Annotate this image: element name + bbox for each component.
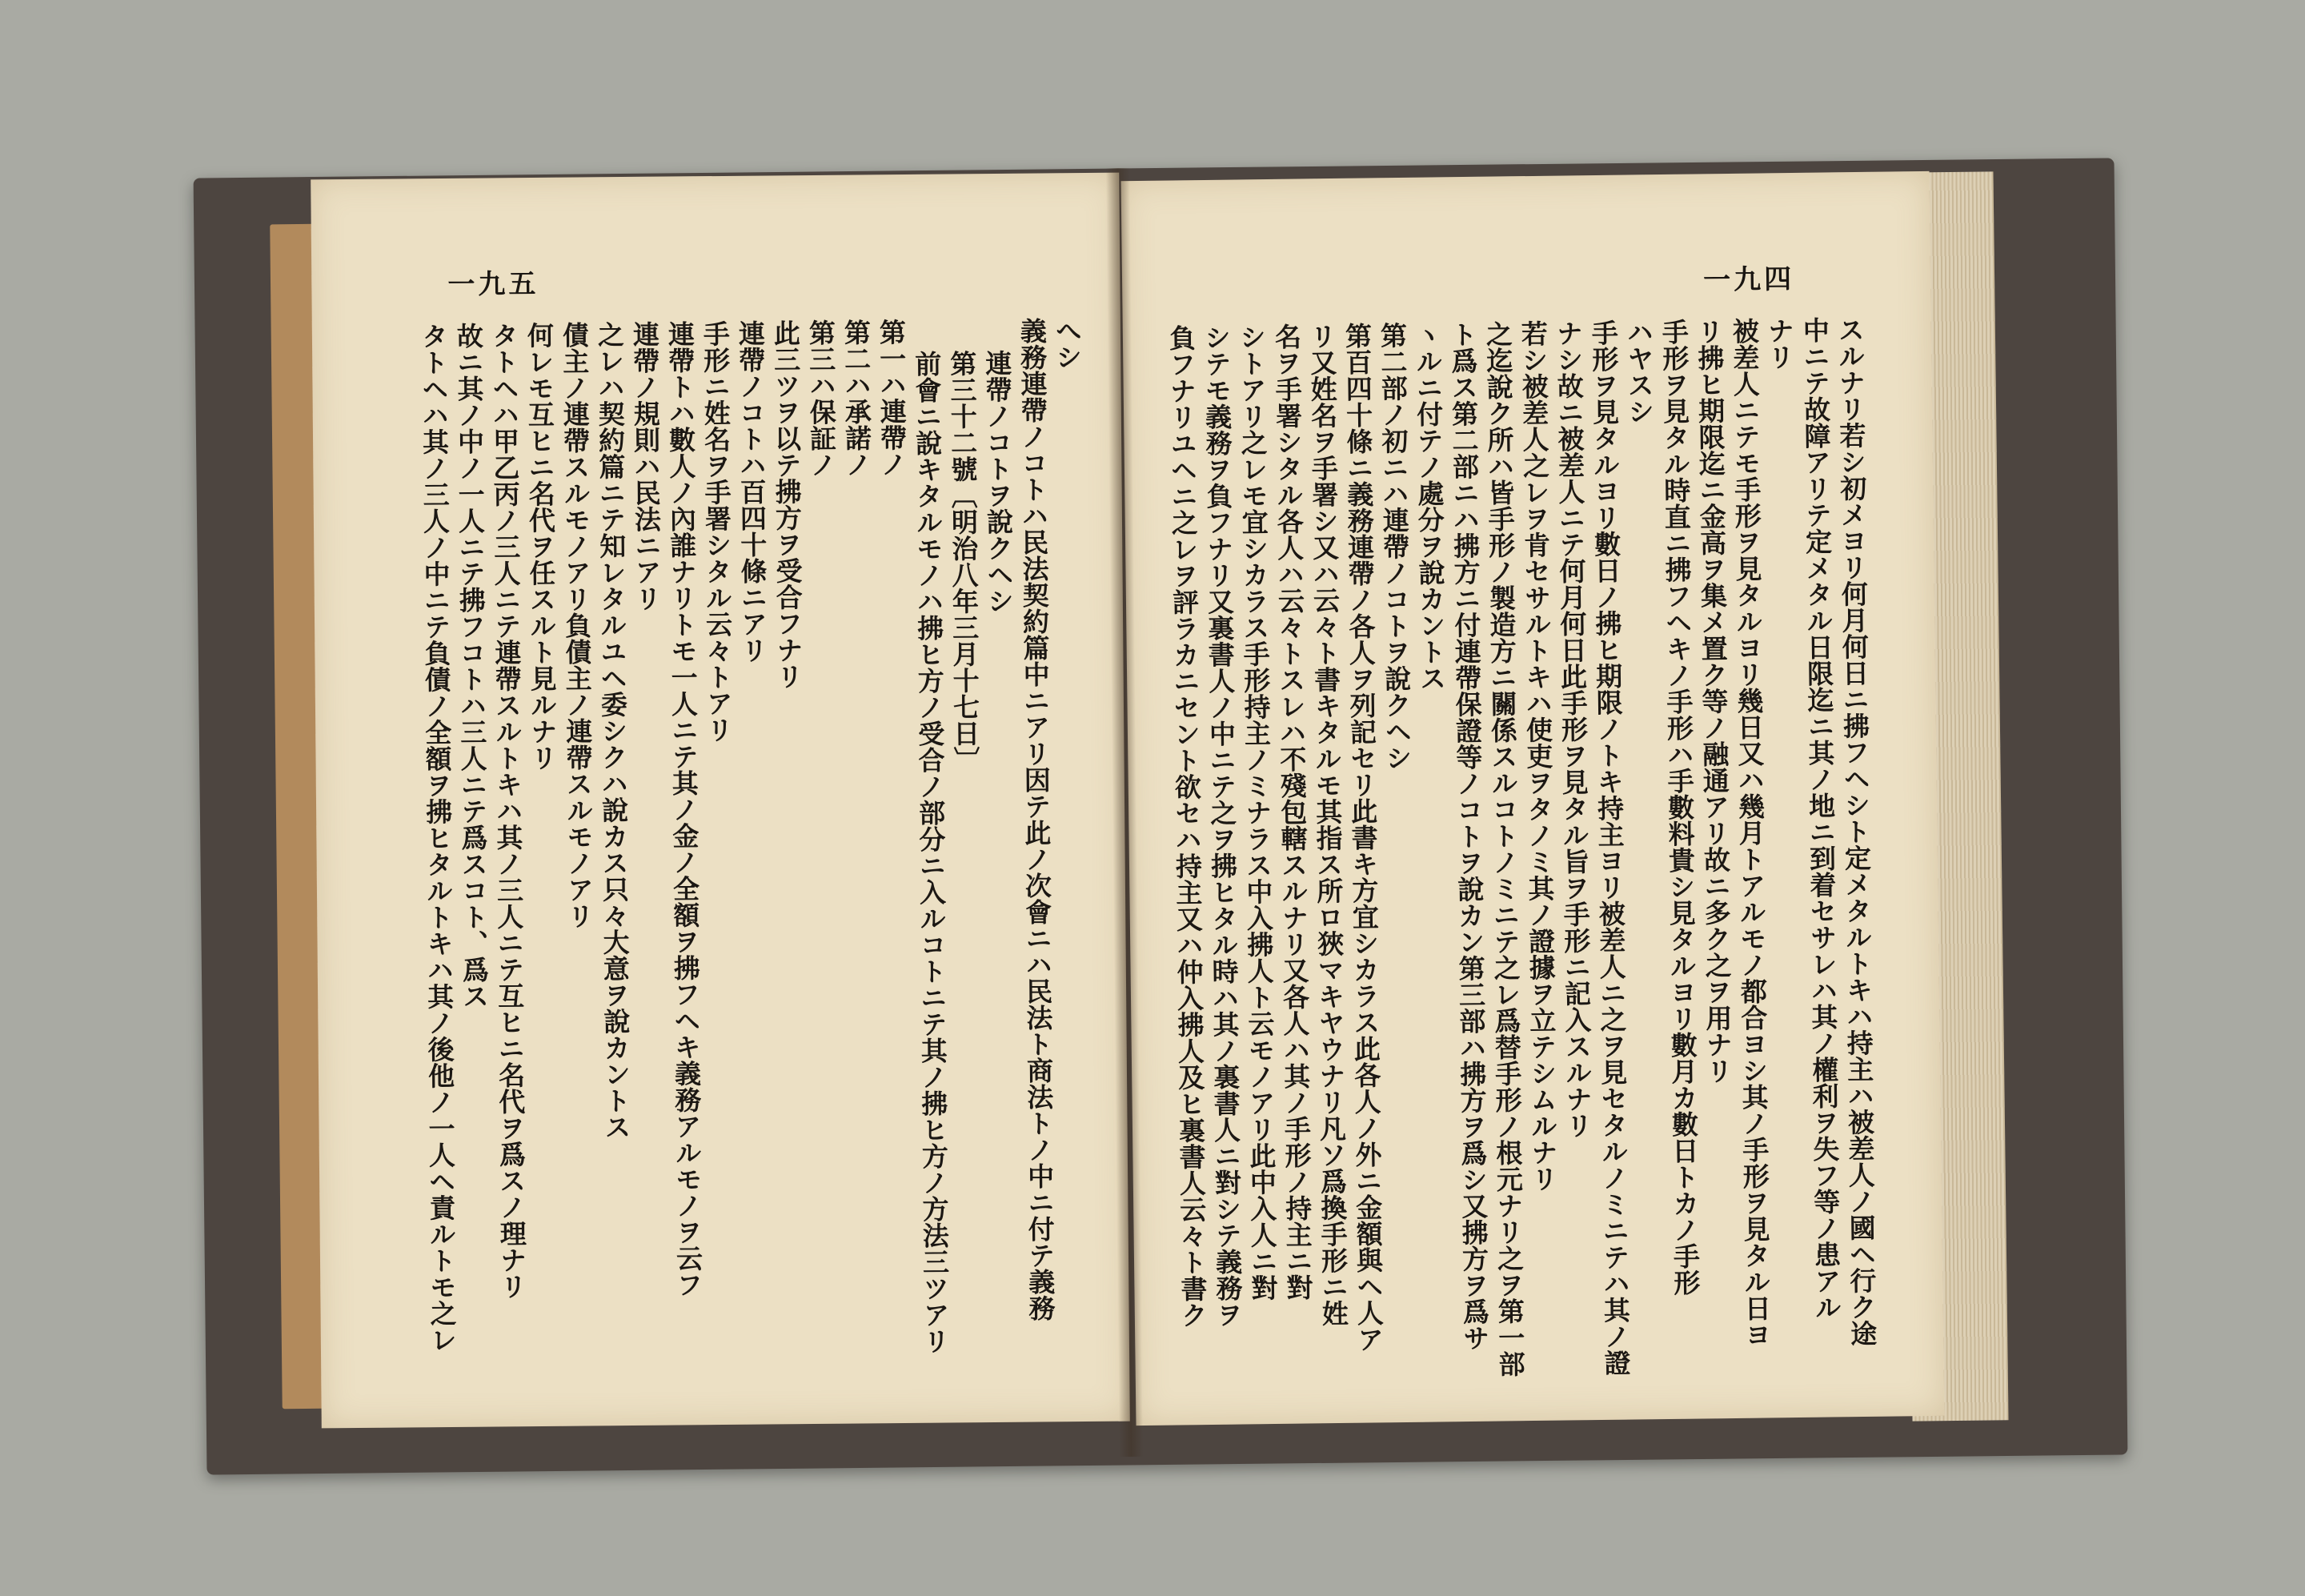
text-line: 之レハ契約篇ニテ知レタルユヘ委シクハ說カス只々大意ヲ說カントス <box>593 321 632 1141</box>
text-line: 第百四十條ニ義務連帶ノ各人ヲ列記セリ此書キ方宜シカラス此各人ノ外ニ金額與ヘ人ア <box>1341 322 1385 1353</box>
text-line: 第二部ノ初ニハ連帶ノコトヲ說クヘシ <box>1376 321 1413 772</box>
text-line: シトアリ之レモ宜シカラス手形持主ノミナラス中入拂人ト云モノアリ此中入人ニ對 <box>1235 323 1279 1301</box>
text-line: 連帶ノ規則ハ民法ニアリ <box>628 320 663 612</box>
text-line: 被差人ニテモ手形ヲ見タルヨリ幾日又ハ幾月トアルモノ都合ヨシ其ノ手形ヲ見タル日ヨ <box>1728 317 1773 1348</box>
text-line: ナシ故ニ被差人ニテ何月何日此手形ヲ見タル旨ヲ手形ニ記入スルナリ <box>1552 319 1594 1139</box>
text-line: 第三十二號〔明治八年三月十七日〕 <box>946 350 981 773</box>
text-line: スルナリ若シ初メヨリ何月何日ニ拂フヘシト定メタルトキハ持主ハ被差人ノ國ヘ行ク途 <box>1834 315 1878 1347</box>
text-line: 連帶ノコトハ百四十條ニアリ <box>734 319 769 664</box>
page-body <box>1165 315 1880 1389</box>
text-line: へシ <box>1051 317 1084 371</box>
text-line: 連帶トハ數人ノ內誰ナリトモ一人ニテ其ノ金ノ全額ヲ拂フヘキ義務アルモノヲ云フ <box>663 320 704 1298</box>
text-line: リ拂ヒ期限迄ニ金高ヲ集メ置ク等ノ融通アリ故ニ多ク之ヲ用ナリ <box>1693 318 1734 1085</box>
text-line: タトヘハ其ノ三人ノ中ニテ負債ノ全額ヲ拂ヒタルトキハ其ノ後他ノ一人ヘ責ルトモ之レ <box>417 322 459 1353</box>
text-line: 前會ニ說キタルモノハ拂ヒ方ノ受合ノ部分ニ入ルコトニテ其ノ拂ヒ方ノ方法三ツアリ <box>911 350 952 1354</box>
text-line: 之迄說ク所ハ皆手形ノ製造方ニ關係スルコトノミニテ之レ爲替手形ノ根元ナリ之ヲ第一部 <box>1481 320 1526 1377</box>
text-line: 此三ツヲ以テ拂方ヲ受合フナリ <box>769 319 804 690</box>
left-page <box>311 173 1130 1429</box>
text-line: 第二ハ承諾ノ <box>840 319 873 478</box>
right-page <box>1121 171 1945 1426</box>
text-line: 連帶ノコトヲ說クヘシ <box>981 349 1015 615</box>
text-line: シテモ義務ヲ負フナリ又裏書人ノ中ニテ之ヲ拂ヒタル時ハ其ノ裏書人ニ對シテ義務ヲ <box>1200 323 1245 1328</box>
text-line: 何レモ互ヒニ名代ヲ任スルト見ルナリ <box>523 321 559 772</box>
text-line: 第三ハ保証ノ <box>804 319 838 479</box>
text-line: 第一ハ連帶ノ <box>875 318 908 478</box>
text-line: ハヤスシ <box>1622 319 1656 425</box>
text-line: ナリ <box>1763 316 1796 371</box>
text-line: 手形ヲ見タルヨリ數日ノ拂ヒ期限ノトキ持主ヨリ被差人ニ之ヲ見セタルノミニテハ其ノ證 <box>1587 319 1632 1377</box>
text-line: 故ニ其ノ中ノ一人ニテ拂フコトハ三人ニテ爲スコト、爲ス <box>452 322 491 1009</box>
text-line: タトヘハ甲乙丙ノ三人ニテ連帶スルトキハ其ノ三人ニテ互ヒニ名代ヲ爲スノ理ナリ <box>487 322 528 1300</box>
page-body <box>396 317 1094 1387</box>
text-line: 負フナリユヘニ之レヲ評ラカニセント欲セハ持主又ハ仲入拂人及ヒ裏書人云々ト書ク <box>1165 324 1209 1329</box>
text-line: 債主ノ連帶スルモノアリ負債主ノ連帶スルモノアリ <box>558 321 595 929</box>
page-number: 一九四 <box>1702 263 1795 297</box>
text-line: ト爲ス第二部ニハ拂方ニ付連帶保證等ノコトヲ說カン第三部ハ拂方ヲ爲シ又拂方ヲ爲サ <box>1446 320 1491 1352</box>
text-line: 中ニテ故障アリテ定メタル日限迄ニ其ノ地ニ到着セサレハ其ノ權利ヲ失フ等ノ患アル <box>1798 316 1842 1321</box>
text-line: リ又姓名ヲ手署シ又ハ云々ト書キタルモ其指ス所ロ狹マキヤウナリ凡ソ爲換手形ニ姓 <box>1305 322 1350 1327</box>
text-line: 手形ヲ見タル時直ニ拂フヘキノ手形ハ手數料貴シ見タルヨリ數月カ數日トカノ手形 <box>1658 318 1702 1296</box>
text-line: 名ヲ手署シタル各人ハ云々トスレハ不殘包轄スルナリ又各人ハ其ノ手形ノ持主ニ對 <box>1270 323 1314 1301</box>
page-number: 一九五 <box>447 267 539 301</box>
text-line: 義務連帶ノコトハ民法契約篇中ニアリ因テ此ノ次會ニハ民法ト商法トノ中ニ付テ義務 <box>1016 317 1056 1321</box>
text-line: 手形ニ姓名ヲ手署シタル云々トアリ <box>699 319 735 744</box>
text-line: ヽルニ付テノ處分ヲ說カントス <box>1411 321 1448 692</box>
text-line: 若シ被差人之レヲ肯セサルトキハ使吏ヲタノミ其ノ證據ヲ立テシムルナリ <box>1517 319 1560 1193</box>
